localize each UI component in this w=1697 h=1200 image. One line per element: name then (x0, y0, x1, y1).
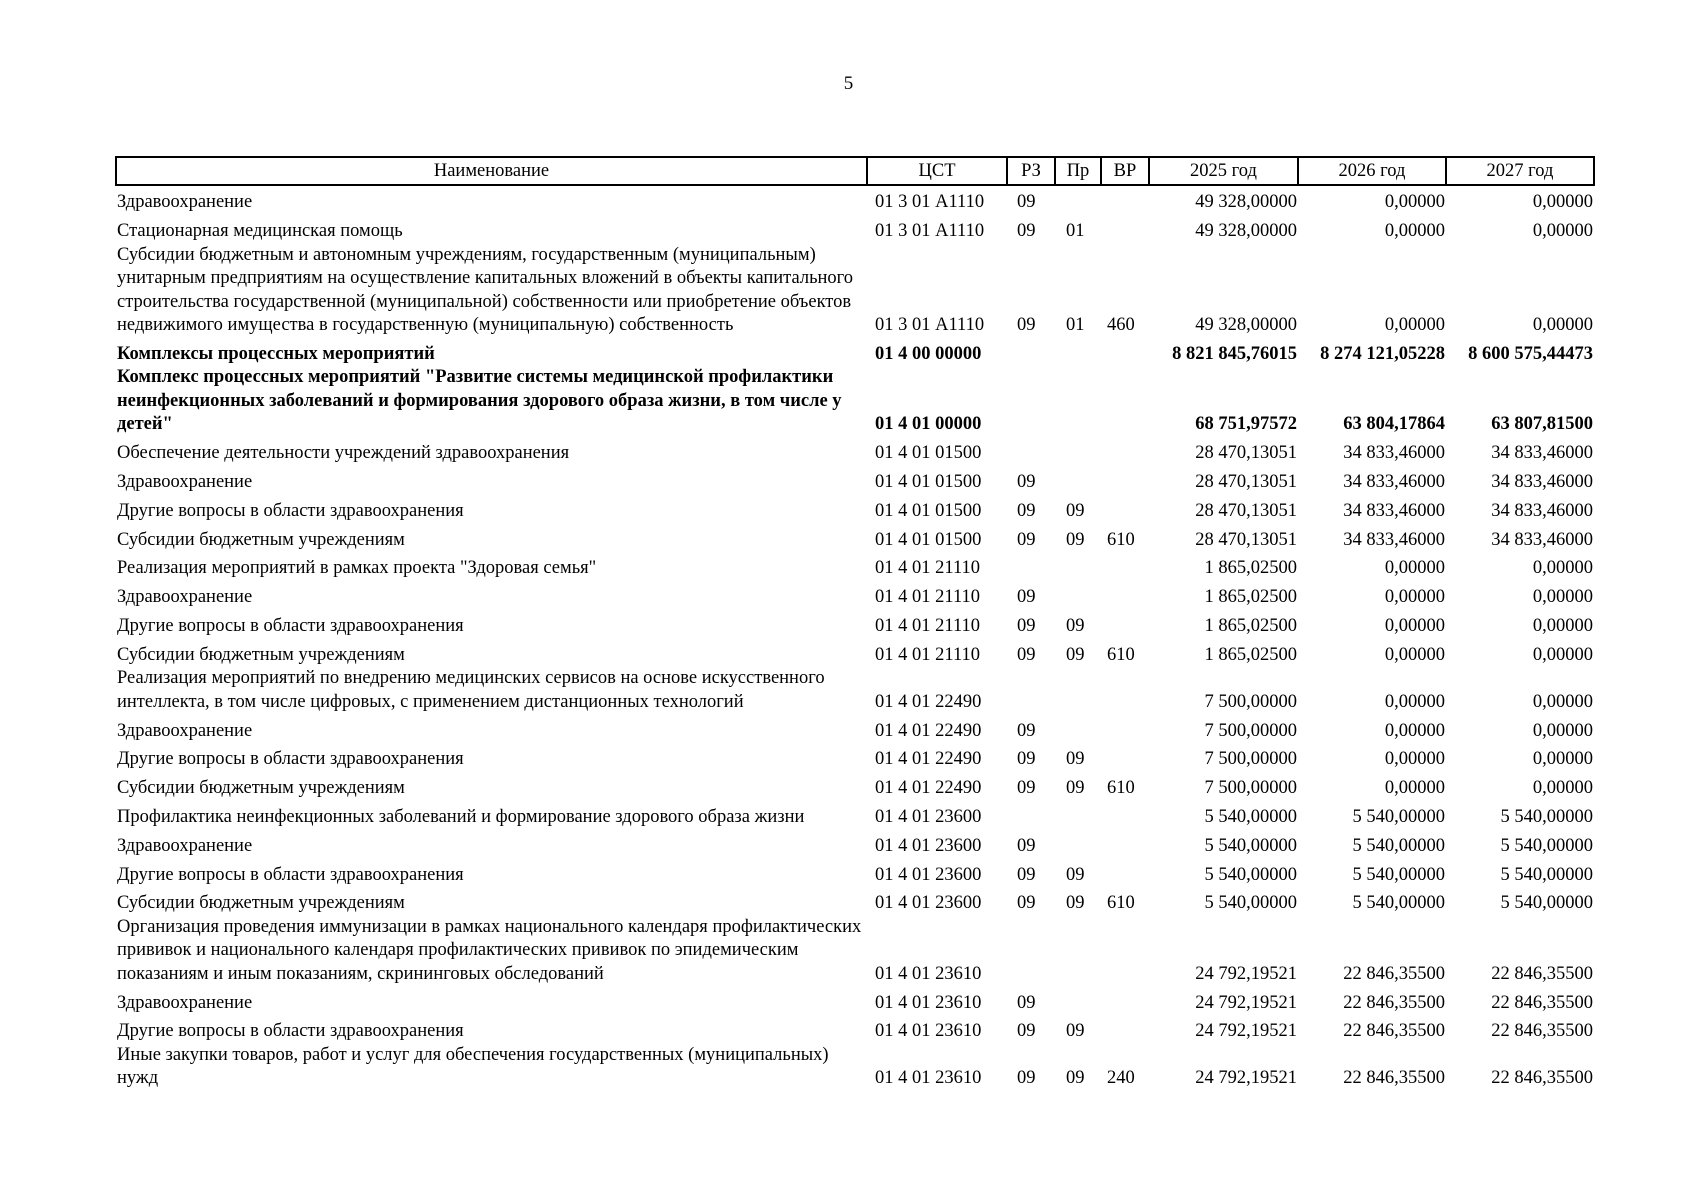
cell-cst: 01 4 01 22490 (875, 778, 982, 799)
cell-rz: 09 (1017, 192, 1036, 213)
table-row (116, 1044, 1594, 1091)
cell-2025: 24 792,19521 (1195, 1068, 1297, 1089)
cell-cst: 01 4 01 21110 (875, 558, 981, 579)
cell-vr (1101, 552, 1149, 581)
cell-2025: 49 328,00000 (1195, 192, 1297, 213)
cell-2027: 34 833,46000 (1491, 471, 1593, 492)
cell-2025: 5 540,00000 (1204, 864, 1297, 885)
cell-cst: 01 4 01 23600 (875, 806, 982, 827)
cell-2027: 0,00000 (1532, 192, 1593, 213)
cell-pr (1055, 986, 1101, 1015)
cell-2025: 5 540,00000 (1204, 893, 1297, 914)
cell-cst: 01 4 01 22490 (875, 749, 982, 770)
cell-2027: 0,00000 (1532, 558, 1593, 579)
cell-2026: 0,00000 (1384, 644, 1445, 665)
cell-2027: 34 833,46000 (1491, 443, 1593, 464)
cell-2027: 63 807,81500 (1491, 414, 1593, 435)
cell-2025: 1 865,02500 (1204, 615, 1297, 636)
cell-rz (1007, 366, 1055, 437)
cell-rz: 09 (1017, 615, 1036, 636)
cell-rz: 09 (1017, 471, 1036, 492)
table-row (116, 667, 1594, 714)
cell-cst: 01 4 01 22490 (875, 691, 982, 712)
cell-pr: 09 (1066, 500, 1085, 521)
cell-2027: 0,00000 (1532, 778, 1593, 799)
table-header-row (116, 157, 1594, 185)
cell-pr (1055, 581, 1101, 610)
cell-vr (1101, 338, 1149, 367)
cell-rz (1007, 552, 1055, 581)
cell-vr (1101, 494, 1149, 523)
cell-name: Субсидии бюджетным учреждениям (117, 529, 405, 550)
table-row (116, 366, 1594, 437)
cell-cst: 01 4 01 23610 (875, 992, 982, 1013)
table-row (116, 244, 1594, 338)
cell-2027: 22 846,35500 (1491, 1068, 1593, 1089)
cell-pr: 09 (1066, 749, 1085, 770)
cell-cst: 01 4 01 21110 (875, 587, 981, 608)
cell-pr (1055, 916, 1101, 987)
table-row (116, 466, 1594, 495)
cell-cst: 01 3 01 А1110 (875, 192, 985, 213)
cell-pr (1055, 466, 1101, 495)
table-row (116, 829, 1594, 858)
cell-2026: 5 540,00000 (1352, 835, 1445, 856)
cell-2025: 1 865,02500 (1204, 644, 1297, 665)
cell-2027: 5 540,00000 (1500, 893, 1593, 914)
cell-pr: 01 (1066, 315, 1085, 336)
cell-rz: 09 (1017, 1068, 1036, 1089)
cell-name: Стационарная медицинская помощь (117, 221, 403, 242)
table-row (116, 772, 1594, 801)
cell-cst: 01 4 01 23600 (875, 864, 982, 885)
table-row (116, 887, 1594, 916)
table-row (116, 185, 1594, 215)
cell-name: Иные закупки товаров, работ и услуг для обеспечения государственных (муниципальных) нужд (117, 1044, 829, 1089)
cell-vr (1101, 437, 1149, 466)
cell-rz (1007, 801, 1055, 830)
cell-rz (1007, 338, 1055, 367)
cell-rz: 09 (1017, 644, 1036, 665)
cell-cst: 01 4 01 23600 (875, 893, 982, 914)
cell-name: Здравоохранение (117, 720, 253, 741)
cell-2027: 5 540,00000 (1500, 835, 1593, 856)
cell-name: Реализация мероприятий в рамках проекта "Здоровая семья" (117, 558, 597, 579)
cell-2026: 5 540,00000 (1352, 893, 1445, 914)
table-row (116, 610, 1594, 639)
cell-2025: 1 865,02500 (1204, 558, 1297, 579)
cell-name: Субсидии бюджетным учреждениям (117, 644, 405, 665)
cell-2025: 28 470,13051 (1195, 529, 1297, 550)
cell-2026: 34 833,46000 (1343, 500, 1445, 521)
cell-2026: 0,00000 (1384, 720, 1445, 741)
cell-2026: 34 833,46000 (1343, 443, 1445, 464)
cell-name: Организация проведения иммунизации в рамках национального календаря профилактических прививок и национального календаря профилактических прививок по эпидемическим показаниям и иным показаниям, скрининговых обследований (117, 916, 862, 984)
cell-rz (1007, 916, 1055, 987)
table-row (116, 801, 1594, 830)
cell-name: Другие вопросы в области здравоохранения (117, 864, 464, 885)
cell-name: Другие вопросы в области здравоохранения (117, 615, 464, 636)
cell-2025: 49 328,00000 (1195, 221, 1297, 242)
page-number: 5 (843, 73, 854, 94)
header-pr: Пр (1055, 157, 1101, 185)
cell-vr (1101, 916, 1149, 987)
cell-pr (1055, 338, 1101, 367)
cell-name: Здравоохранение (117, 835, 253, 856)
cell-name: Здравоохранение (117, 587, 253, 608)
cell-rz: 09 (1017, 221, 1036, 242)
cell-vr (1101, 466, 1149, 495)
cell-name: Обеспечение деятельности учреждений здравоохранения (117, 443, 570, 464)
table-row (116, 916, 1594, 987)
cell-vr (1101, 858, 1149, 887)
cell-name: Здравоохранение (117, 992, 253, 1013)
cell-2025: 7 500,00000 (1204, 691, 1297, 712)
cell-vr: 460 (1107, 315, 1135, 336)
cell-cst: 01 4 01 21110 (875, 615, 981, 636)
cell-2026: 0,00000 (1384, 221, 1445, 242)
cell-2027: 34 833,46000 (1491, 500, 1593, 521)
cell-cst: 01 4 01 01500 (875, 529, 982, 550)
cell-pr: 01 (1066, 221, 1085, 242)
cell-cst: 01 4 01 01500 (875, 443, 982, 464)
cell-rz: 09 (1017, 893, 1036, 914)
cell-pr (1055, 801, 1101, 830)
cell-vr (1101, 743, 1149, 772)
cell-rz: 09 (1017, 1021, 1036, 1042)
cell-rz: 09 (1017, 587, 1036, 608)
table-row (116, 858, 1594, 887)
cell-vr: 240 (1107, 1068, 1135, 1089)
cell-pr: 09 (1066, 1068, 1085, 1089)
cell-2026: 0,00000 (1384, 778, 1445, 799)
cell-rz: 09 (1017, 500, 1036, 521)
cell-vr: 610 (1107, 644, 1135, 665)
cell-pr (1055, 829, 1101, 858)
cell-vr (1101, 366, 1149, 437)
cell-pr (1055, 714, 1101, 743)
cell-2025: 49 328,00000 (1195, 315, 1297, 336)
header-2025: 2025 год (1149, 157, 1298, 185)
cell-2026: 22 846,35500 (1343, 963, 1445, 984)
cell-2025: 68 751,97572 (1195, 414, 1297, 435)
cell-vr: 610 (1107, 778, 1135, 799)
cell-2026: 22 846,35500 (1343, 1021, 1445, 1042)
cell-name: Здравоохранение (117, 192, 253, 213)
cell-vr (1101, 610, 1149, 639)
cell-2027: 0,00000 (1532, 315, 1593, 336)
cell-vr (1101, 667, 1149, 714)
cell-vr (1101, 801, 1149, 830)
header-vr: ВР (1101, 157, 1149, 185)
table-row (116, 523, 1594, 552)
cell-2027: 8 600 575,44473 (1468, 343, 1593, 364)
cell-pr: 09 (1066, 893, 1085, 914)
cell-2027: 0,00000 (1532, 720, 1593, 741)
cell-rz: 09 (1017, 749, 1036, 770)
cell-rz: 09 (1017, 529, 1036, 550)
cell-pr: 09 (1066, 864, 1085, 885)
cell-2025: 7 500,00000 (1204, 720, 1297, 741)
cell-pr: 09 (1066, 778, 1085, 799)
cell-name: Другие вопросы в области здравоохранения (117, 749, 464, 770)
cell-2025: 24 792,19521 (1195, 1021, 1297, 1042)
table-row (116, 215, 1594, 244)
cell-name: Реализация мероприятий по внедрению медицинских сервисов на основе искусственного интеллекта, в том числе цифровых, с применением дистанционных технологий (117, 668, 825, 712)
cell-2027: 22 846,35500 (1491, 963, 1593, 984)
cell-pr: 09 (1066, 529, 1085, 550)
cell-rz: 09 (1017, 778, 1036, 799)
cell-name: Субсидии бюджетным учреждениям (117, 893, 405, 914)
cell-2025: 1 865,02500 (1204, 587, 1297, 608)
cell-2027: 0,00000 (1532, 749, 1593, 770)
cell-2025: 5 540,00000 (1204, 835, 1297, 856)
cell-2025: 8 821 845,76015 (1172, 343, 1297, 364)
cell-2025: 28 470,13051 (1195, 471, 1297, 492)
cell-name: Комплексы процессных мероприятий (117, 343, 435, 364)
cell-rz: 09 (1017, 315, 1036, 336)
table-row (116, 552, 1594, 581)
cell-name: Комплекс процессных мероприятий "Развитие системы медицинской профилактики неинфекционных заболеваний и формирования здорового образа жизни, в том числе у детей" (117, 367, 842, 435)
table-row (116, 714, 1594, 743)
cell-vr (1101, 986, 1149, 1015)
cell-2025: 24 792,19521 (1195, 992, 1297, 1013)
cell-cst: 01 4 01 23600 (875, 835, 982, 856)
cell-name: Субсидии бюджетным учреждениям (117, 778, 405, 799)
cell-2026: 5 540,00000 (1352, 806, 1445, 827)
cell-2025: 28 470,13051 (1195, 500, 1297, 521)
cell-name: Другие вопросы в области здравоохранения (117, 1021, 464, 1042)
cell-2027: 0,00000 (1532, 615, 1593, 636)
cell-pr: 09 (1066, 1021, 1085, 1042)
table-row (116, 638, 1594, 667)
cell-2026: 0,00000 (1384, 587, 1445, 608)
cell-vr (1101, 581, 1149, 610)
cell-2027: 5 540,00000 (1500, 806, 1593, 827)
budget-table (115, 156, 1595, 1091)
cell-2025: 28 470,13051 (1195, 443, 1297, 464)
cell-cst: 01 4 01 01500 (875, 471, 982, 492)
cell-rz (1007, 437, 1055, 466)
cell-rz: 09 (1017, 835, 1036, 856)
cell-2026: 0,00000 (1384, 558, 1445, 579)
cell-2025: 24 792,19521 (1195, 963, 1297, 984)
cell-vr (1101, 215, 1149, 244)
table-row (116, 986, 1594, 1015)
cell-2026: 0,00000 (1384, 691, 1445, 712)
cell-cst: 01 4 01 23610 (875, 1068, 982, 1089)
cell-2025: 7 500,00000 (1204, 749, 1297, 770)
cell-cst: 01 4 01 00000 (875, 414, 982, 435)
cell-2026: 63 804,17864 (1343, 414, 1445, 435)
cell-rz: 09 (1017, 864, 1036, 885)
cell-rz (1007, 667, 1055, 714)
cell-2026: 34 833,46000 (1343, 471, 1445, 492)
cell-pr (1055, 667, 1101, 714)
cell-2025: 7 500,00000 (1204, 778, 1297, 799)
cell-2027: 0,00000 (1532, 587, 1593, 608)
table-row (116, 338, 1594, 367)
cell-cst: 01 4 01 22490 (875, 720, 982, 741)
cell-2026: 0,00000 (1384, 192, 1445, 213)
cell-vr (1101, 1015, 1149, 1044)
table-row (116, 437, 1594, 466)
table-row (116, 1015, 1594, 1044)
cell-2027: 0,00000 (1532, 221, 1593, 242)
header-2026: 2026 год (1298, 157, 1446, 185)
cell-cst: 01 4 01 01500 (875, 500, 982, 521)
cell-2027: 22 846,35500 (1491, 1021, 1593, 1042)
header-name: Наименование (116, 157, 867, 185)
table-row (116, 494, 1594, 523)
cell-name: Здравоохранение (117, 471, 253, 492)
cell-2026: 22 846,35500 (1343, 992, 1445, 1013)
cell-2025: 5 540,00000 (1204, 806, 1297, 827)
cell-2026: 0,00000 (1384, 615, 1445, 636)
cell-name: Субсидии бюджетным и автономным учреждениям, государственным (муниципальным) унитарным предприятиям на осуществление капитальных вложений в объекты капитального строительства государственной (муниципальной) собственности или приобретение объектов недвижимого имущества в государственную (муниципальную) собственность (117, 244, 854, 336)
cell-2026: 0,00000 (1384, 749, 1445, 770)
cell-pr: 09 (1066, 644, 1085, 665)
table-row (116, 743, 1594, 772)
cell-2027: 0,00000 (1532, 644, 1593, 665)
header-2027: 2027 год (1446, 157, 1594, 185)
cell-cst: 01 4 01 21110 (875, 644, 981, 665)
cell-2026: 22 846,35500 (1343, 1068, 1445, 1089)
cell-cst: 01 4 00 00000 (875, 343, 982, 364)
cell-cst: 01 3 01 А1110 (875, 221, 985, 242)
table-body (116, 185, 1594, 1091)
cell-2027: 34 833,46000 (1491, 529, 1593, 550)
cell-pr: 09 (1066, 615, 1085, 636)
cell-2027: 22 846,35500 (1491, 992, 1593, 1013)
cell-vr: 610 (1107, 893, 1135, 914)
table-row (116, 581, 1594, 610)
cell-pr (1055, 185, 1101, 215)
cell-name: Профилактика неинфекционных заболеваний и формирование здорового образа жизни (117, 806, 805, 827)
cell-pr (1055, 366, 1101, 437)
header-cst: ЦСТ (867, 157, 1007, 185)
cell-vr (1101, 714, 1149, 743)
cell-2027: 5 540,00000 (1500, 864, 1593, 885)
cell-2026: 5 540,00000 (1352, 864, 1445, 885)
cell-2027: 0,00000 (1532, 691, 1593, 712)
cell-cst: 01 4 01 23610 (875, 963, 982, 984)
cell-2026: 0,00000 (1384, 315, 1445, 336)
cell-rz: 09 (1017, 720, 1036, 741)
cell-name: Другие вопросы в области здравоохранения (117, 500, 464, 521)
cell-pr (1055, 552, 1101, 581)
cell-vr (1101, 829, 1149, 858)
cell-2026: 34 833,46000 (1343, 529, 1445, 550)
cell-cst: 01 4 01 23610 (875, 1021, 982, 1042)
cell-vr (1101, 185, 1149, 215)
cell-vr: 610 (1107, 529, 1135, 550)
cell-2026: 8 274 121,05228 (1320, 343, 1445, 364)
header-rz: РЗ (1007, 157, 1055, 185)
cell-cst: 01 3 01 А1110 (875, 315, 985, 336)
cell-rz: 09 (1017, 992, 1036, 1013)
cell-pr (1055, 437, 1101, 466)
